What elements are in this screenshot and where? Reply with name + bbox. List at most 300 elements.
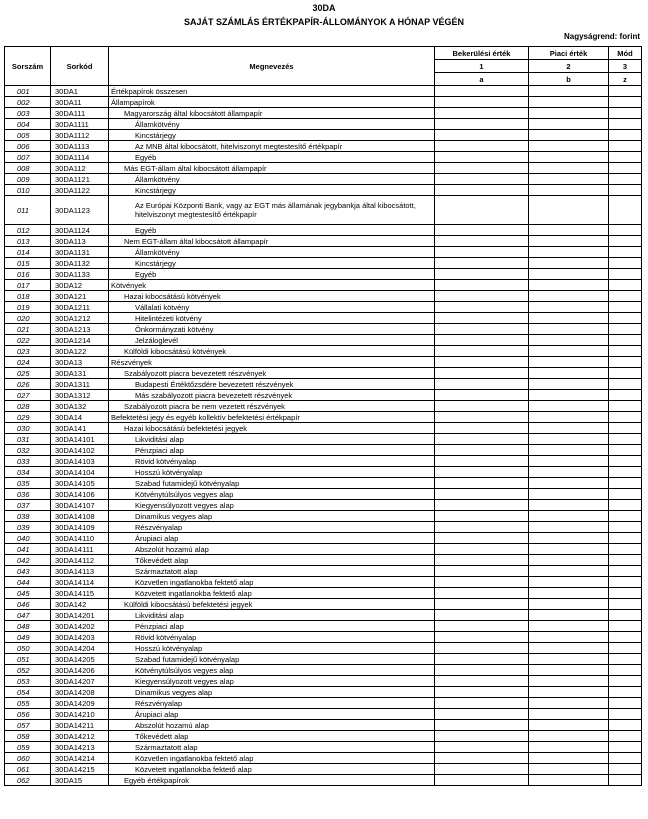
value-bekerulesi-cell[interactable] [435,555,529,566]
value-piaci-cell[interactable] [529,346,609,357]
value-bekerulesi-cell[interactable] [435,236,529,247]
table-row [5,643,642,654]
value-piaci-cell[interactable] [529,174,609,185]
value-bekerulesi-cell[interactable] [435,467,529,478]
value-mod-cell[interactable] [609,621,642,632]
value-piaci-cell[interactable] [529,291,609,302]
value-bekerulesi-cell[interactable] [435,302,529,313]
row-number: 051 [5,654,51,665]
value-piaci-cell[interactable] [529,185,609,196]
table-row [5,566,642,577]
value-bekerulesi-cell[interactable] [435,720,529,731]
value-mod-cell[interactable] [609,174,642,185]
row-name [109,764,435,775]
row-code: 30DA132 [51,401,109,412]
table-row [5,632,642,643]
value-bekerulesi-cell[interactable] [435,698,529,709]
row-code: 30DA1212 [51,313,109,324]
value-mod-cell[interactable] [609,500,642,511]
unit-label: Nagyságrend: forint [563,32,640,41]
row-name [109,324,435,335]
value-piaci-cell[interactable] [529,423,609,434]
row-code: 30DA1213 [51,324,109,335]
value-mod-cell[interactable] [609,731,642,742]
row-number: 046 [5,599,51,610]
row-name [109,401,435,412]
value-mod-cell[interactable] [609,676,642,687]
value-mod-cell[interactable] [609,247,642,258]
value-mod-cell[interactable] [609,511,642,522]
value-piaci-cell[interactable] [529,632,609,643]
value-mod-cell[interactable] [609,566,642,577]
value-bekerulesi-cell[interactable] [435,401,529,412]
row-name-text: Hazai kibocsátású kötvények [124,291,221,301]
row-name [109,511,435,522]
row-name-text: Kiegyensúlyozott vegyes alap [135,676,234,686]
table-row [5,522,642,533]
value-piaci-cell[interactable] [529,119,609,130]
row-name-text: Abszolút hozamú alap [135,720,209,730]
table-row [5,86,642,97]
col-letter-b: b [529,73,609,86]
row-name [109,86,435,97]
row-name [109,152,435,163]
row-name [109,269,435,280]
row-name [109,533,435,544]
table-row [5,599,642,610]
table-row [5,500,642,511]
table-row [5,621,642,632]
row-number: 031 [5,434,51,445]
value-mod-cell[interactable] [609,291,642,302]
value-piaci-cell[interactable] [529,709,609,720]
value-piaci-cell[interactable] [529,489,609,500]
value-bekerulesi-cell[interactable] [435,643,529,654]
value-piaci-cell[interactable] [529,97,609,108]
value-bekerulesi-cell[interactable] [435,97,529,108]
value-mod-cell[interactable] [609,709,642,720]
row-number: 017 [5,280,51,291]
value-piaci-cell[interactable] [529,654,609,665]
value-bekerulesi-cell[interactable] [435,489,529,500]
row-name [109,643,435,654]
value-mod-cell[interactable] [609,610,642,621]
value-mod-cell[interactable] [609,280,642,291]
value-mod-cell[interactable] [609,445,642,456]
value-mod-cell[interactable] [609,654,642,665]
row-number: 045 [5,588,51,599]
table-row [5,555,642,566]
value-piaci-cell[interactable] [529,152,609,163]
value-bekerulesi-cell[interactable] [435,335,529,346]
table-row [5,709,642,720]
table-row [5,141,642,152]
value-mod-cell[interactable] [609,467,642,478]
value-piaci-cell[interactable] [529,676,609,687]
value-piaci-cell[interactable] [529,555,609,566]
value-mod-cell[interactable] [609,390,642,401]
value-mod-cell[interactable] [609,86,642,97]
value-bekerulesi-cell[interactable] [435,185,529,196]
row-name-text: Származtatott alap [135,566,198,576]
value-bekerulesi-cell[interactable] [435,390,529,401]
value-bekerulesi-cell[interactable] [435,632,529,643]
value-bekerulesi-cell[interactable] [435,445,529,456]
value-piaci-cell[interactable] [529,467,609,478]
value-bekerulesi-cell[interactable] [435,269,529,280]
value-bekerulesi-cell[interactable] [435,412,529,423]
row-name-text: Szabályozott piacra be nem vezetett részvények [124,401,285,411]
value-bekerulesi-cell[interactable] [435,709,529,720]
value-bekerulesi-cell[interactable] [435,533,529,544]
value-bekerulesi-cell[interactable] [435,687,529,698]
value-mod-cell[interactable] [609,401,642,412]
value-bekerulesi-cell[interactable] [435,775,529,786]
row-code: 30DA14215 [51,764,109,775]
col-header-bekerulesi: Bekerülési érték [435,47,529,60]
value-bekerulesi-cell[interactable] [435,291,529,302]
value-piaci-cell[interactable] [529,610,609,621]
value-bekerulesi-cell[interactable] [435,346,529,357]
value-piaci-cell[interactable] [529,379,609,390]
value-bekerulesi-cell[interactable] [435,731,529,742]
value-bekerulesi-cell[interactable] [435,108,529,119]
value-piaci-cell[interactable] [529,445,609,456]
value-piaci-cell[interactable] [529,412,609,423]
value-bekerulesi-cell[interactable] [435,676,529,687]
row-name [109,775,435,786]
value-mod-cell[interactable] [609,185,642,196]
row-name [109,500,435,511]
table-row [5,152,642,163]
value-piaci-cell[interactable] [529,522,609,533]
value-bekerulesi-cell[interactable] [435,742,529,753]
value-mod-cell[interactable] [609,196,642,225]
value-mod-cell[interactable] [609,456,642,467]
row-code: 30DA14114 [51,577,109,588]
value-piaci-cell[interactable] [529,86,609,97]
value-mod-cell[interactable] [609,643,642,654]
row-name-text: Hitelintézeti kötvény [135,313,202,323]
value-piaci-cell[interactable] [529,764,609,775]
row-name-text: Hosszú kötvényalap [135,467,203,477]
table-row [5,108,642,119]
value-bekerulesi-cell[interactable] [435,588,529,599]
row-code: 30DA1124 [51,225,109,236]
value-bekerulesi-cell[interactable] [435,544,529,555]
row-name [109,654,435,665]
value-mod-cell[interactable] [609,269,642,280]
table-row [5,665,642,676]
value-bekerulesi-cell[interactable] [435,141,529,152]
value-bekerulesi-cell[interactable] [435,258,529,269]
value-piaci-cell[interactable] [529,130,609,141]
value-piaci-cell[interactable] [529,731,609,742]
row-number: 037 [5,500,51,511]
value-piaci-cell[interactable] [529,236,609,247]
value-piaci-cell[interactable] [529,687,609,698]
value-piaci-cell[interactable] [529,720,609,731]
value-bekerulesi-cell[interactable] [435,86,529,97]
value-piaci-cell[interactable] [529,698,609,709]
value-piaci-cell[interactable] [529,588,609,599]
row-number: 043 [5,566,51,577]
row-code: 30DA121 [51,291,109,302]
value-mod-cell[interactable] [609,368,642,379]
row-number: 014 [5,247,51,258]
value-mod-cell[interactable] [609,698,642,709]
value-mod-cell[interactable] [609,225,642,236]
row-name [109,467,435,478]
value-mod-cell[interactable] [609,379,642,390]
table-row [5,610,642,621]
row-code: 30DA1 [51,86,109,97]
row-number: 009 [5,174,51,185]
value-mod-cell[interactable] [609,764,642,775]
table-row [5,174,642,185]
row-number: 001 [5,86,51,97]
table-row [5,119,642,130]
row-name-text: Hosszú kötvényalap [135,643,203,653]
value-bekerulesi-cell[interactable] [435,434,529,445]
row-number: 018 [5,291,51,302]
value-mod-cell[interactable] [609,775,642,786]
value-mod-cell[interactable] [609,108,642,119]
value-bekerulesi-cell[interactable] [435,423,529,434]
row-name-text: Részvényalap [135,522,183,532]
row-number: 016 [5,269,51,280]
row-code: 30DA14108 [51,511,109,522]
value-piaci-cell[interactable] [529,544,609,555]
value-mod-cell[interactable] [609,324,642,335]
col-header-sorkod: Sorkód [51,47,109,86]
value-piaci-cell[interactable] [529,478,609,489]
table-row [5,577,642,588]
value-mod-cell[interactable] [609,478,642,489]
row-name-text: Rövid kötvényalap [135,456,197,466]
value-piaci-cell[interactable] [529,643,609,654]
value-mod-cell[interactable] [609,357,642,368]
value-bekerulesi-cell[interactable] [435,621,529,632]
value-bekerulesi-cell[interactable] [435,130,529,141]
row-name [109,280,435,291]
value-piaci-cell[interactable] [529,196,609,225]
table-row [5,196,642,225]
value-mod-cell[interactable] [609,555,642,566]
value-mod-cell[interactable] [609,742,642,753]
row-number: 044 [5,577,51,588]
value-piaci-cell[interactable] [529,456,609,467]
row-code: 30DA14203 [51,632,109,643]
row-code: 30DA14207 [51,676,109,687]
value-mod-cell[interactable] [609,302,642,313]
value-bekerulesi-cell[interactable] [435,610,529,621]
value-mod-cell[interactable] [609,152,642,163]
value-mod-cell[interactable] [609,533,642,544]
value-bekerulesi-cell[interactable] [435,357,529,368]
value-piaci-cell[interactable] [529,511,609,522]
value-piaci-cell[interactable] [529,247,609,258]
row-name [109,687,435,698]
value-mod-cell[interactable] [609,258,642,269]
row-name-text: Külföldi kibocsátású befektetési jegyek [124,599,253,609]
row-name [109,236,435,247]
value-bekerulesi-cell[interactable] [435,599,529,610]
table-row [5,163,642,174]
value-bekerulesi-cell[interactable] [435,225,529,236]
row-code: 30DA141 [51,423,109,434]
row-name [109,302,435,313]
value-mod-cell[interactable] [609,599,642,610]
value-piaci-cell[interactable] [529,500,609,511]
value-mod-cell[interactable] [609,687,642,698]
value-bekerulesi-cell[interactable] [435,665,529,676]
row-name [109,742,435,753]
value-mod-cell[interactable] [609,522,642,533]
value-bekerulesi-cell[interactable] [435,280,529,291]
value-piaci-cell[interactable] [529,357,609,368]
value-bekerulesi-cell[interactable] [435,478,529,489]
value-piaci-cell[interactable] [529,742,609,753]
value-bekerulesi-cell[interactable] [435,163,529,174]
row-name-text: Egyéb [135,225,157,235]
value-piaci-cell[interactable] [529,401,609,412]
value-bekerulesi-cell[interactable] [435,522,529,533]
value-bekerulesi-cell[interactable] [435,119,529,130]
row-name-text: Közvetlen ingatlanokba fektető alap [135,753,254,763]
value-mod-cell[interactable] [609,346,642,357]
value-mod-cell[interactable] [609,632,642,643]
value-piaci-cell[interactable] [529,302,609,313]
value-bekerulesi-cell[interactable] [435,152,529,163]
value-bekerulesi-cell[interactable] [435,174,529,185]
value-piaci-cell[interactable] [529,753,609,764]
value-mod-cell[interactable] [609,236,642,247]
value-piaci-cell[interactable] [529,163,609,174]
row-number: 019 [5,302,51,313]
value-bekerulesi-cell[interactable] [435,764,529,775]
value-mod-cell[interactable] [609,753,642,764]
value-piaci-cell[interactable] [529,390,609,401]
row-name [109,665,435,676]
value-piaci-cell[interactable] [529,775,609,786]
value-mod-cell[interactable] [609,412,642,423]
row-code: 30DA1131 [51,247,109,258]
row-code: 30DA142 [51,599,109,610]
value-mod-cell[interactable] [609,163,642,174]
row-number: 007 [5,152,51,163]
value-mod-cell[interactable] [609,335,642,346]
row-name-text: Kincstárjegy [135,130,176,140]
value-bekerulesi-cell[interactable] [435,379,529,390]
value-piaci-cell[interactable] [529,335,609,346]
value-piaci-cell[interactable] [529,280,609,291]
row-name [109,489,435,500]
value-piaci-cell[interactable] [529,577,609,588]
value-mod-cell[interactable] [609,588,642,599]
row-number: 004 [5,119,51,130]
row-name [109,412,435,423]
value-piaci-cell[interactable] [529,313,609,324]
value-mod-cell[interactable] [609,119,642,130]
value-mod-cell[interactable] [609,665,642,676]
row-name [109,258,435,269]
value-mod-cell[interactable] [609,489,642,500]
row-name-text: Likviditási alap [135,610,184,620]
value-piaci-cell[interactable] [529,665,609,676]
value-mod-cell[interactable] [609,544,642,555]
value-bekerulesi-cell[interactable] [435,577,529,588]
row-code: 30DA112 [51,163,109,174]
value-mod-cell[interactable] [609,313,642,324]
value-mod-cell[interactable] [609,141,642,152]
row-number: 050 [5,643,51,654]
value-mod-cell[interactable] [609,130,642,141]
value-bekerulesi-cell[interactable] [435,511,529,522]
value-piaci-cell[interactable] [529,141,609,152]
value-piaci-cell[interactable] [529,108,609,119]
table-row [5,280,642,291]
row-code: 30DA1122 [51,185,109,196]
value-bekerulesi-cell[interactable] [435,566,529,577]
value-bekerulesi-cell[interactable] [435,368,529,379]
row-code: 30DA14107 [51,500,109,511]
value-mod-cell[interactable] [609,577,642,588]
value-bekerulesi-cell[interactable] [435,324,529,335]
value-bekerulesi-cell[interactable] [435,196,529,225]
value-bekerulesi-cell[interactable] [435,247,529,258]
value-mod-cell[interactable] [609,423,642,434]
row-code: 30DA14211 [51,720,109,731]
value-bekerulesi-cell[interactable] [435,654,529,665]
row-name-text: Önkormányzati kötvény [135,324,214,334]
value-mod-cell[interactable] [609,720,642,731]
row-name-text: Szabályozott piacra bevezetett részvények [124,368,267,378]
value-piaci-cell[interactable] [529,269,609,280]
value-piaci-cell[interactable] [529,599,609,610]
table-row [5,654,642,665]
row-name-text: Pénzpiaci alap [135,445,184,455]
row-code: 30DA1214 [51,335,109,346]
row-code: 30DA14101 [51,434,109,445]
row-code: 30DA14106 [51,489,109,500]
value-mod-cell[interactable] [609,434,642,445]
row-name [109,632,435,643]
row-code: 30DA14 [51,412,109,423]
value-piaci-cell[interactable] [529,621,609,632]
table-row [5,511,642,522]
row-number: 030 [5,423,51,434]
row-number: 027 [5,390,51,401]
value-piaci-cell[interactable] [529,566,609,577]
row-name [109,423,435,434]
value-piaci-cell[interactable] [529,258,609,269]
row-number: 029 [5,412,51,423]
value-piaci-cell[interactable] [529,324,609,335]
value-bekerulesi-cell[interactable] [435,500,529,511]
value-piaci-cell[interactable] [529,368,609,379]
value-bekerulesi-cell[interactable] [435,456,529,467]
row-number: 041 [5,544,51,555]
value-piaci-cell[interactable] [529,225,609,236]
value-piaci-cell[interactable] [529,434,609,445]
row-code: 30DA111 [51,108,109,119]
value-piaci-cell[interactable] [529,533,609,544]
value-bekerulesi-cell[interactable] [435,753,529,764]
table-row [5,97,642,108]
value-mod-cell[interactable] [609,97,642,108]
value-bekerulesi-cell[interactable] [435,313,529,324]
